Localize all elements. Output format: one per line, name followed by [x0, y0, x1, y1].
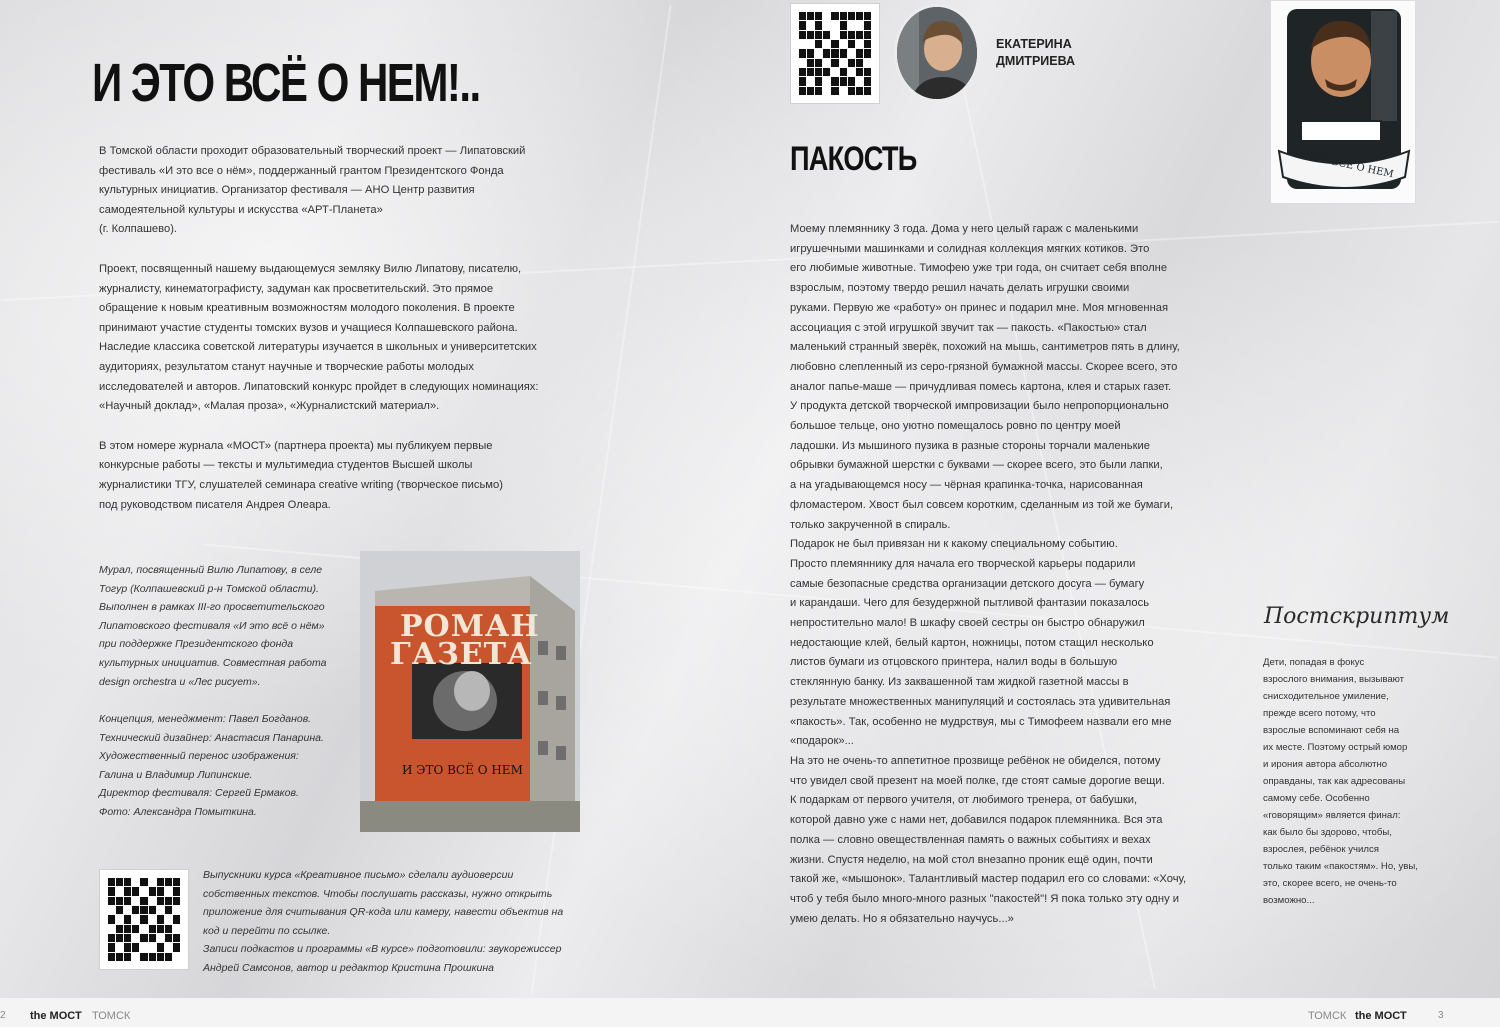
- mural-title-line1: РОМАН: [400, 609, 540, 644]
- qr-pattern: [108, 878, 180, 961]
- article-headline: И ЭТО ВСЁ О НЕМ!..: [92, 53, 480, 113]
- left-footer-brand: the МОСТ: [30, 1010, 82, 1022]
- left-page-number: 2: [0, 1010, 6, 1021]
- intro-paragraph-1: В Томской области проходит образовательный творческий проект — Липатовский фестиваль «И это все о нём», поддержанный грантом Президентского Фонда культурных инициатив. Организатор фестиваля — АНО Центр развития самодеятельной культуры и искусства «АРТ-Планета» (г. Колпашево).: [99, 145, 526, 236]
- postscript-title: Постскриптум: [1264, 604, 1450, 629]
- festival-badge: [1270, 0, 1416, 204]
- mural-illustration: [360, 551, 580, 832]
- qr-code-podcast[interactable]: [99, 869, 189, 970]
- badge-ribbon-text: И ЭТО ВСЁ О НЕМ: [1293, 148, 1395, 181]
- page-footer: [0, 998, 1500, 1027]
- author-last-name: ДМИТРИЕВА: [996, 54, 1076, 68]
- right-page-number: 3: [1438, 1010, 1444, 1021]
- author-first-name: ЕКАТЕРИНА: [996, 37, 1072, 51]
- mural-title-line2: ГАЗЕТА: [390, 637, 533, 672]
- mural-bottom-text: И ЭТО ВСЁ О НЕМ: [402, 763, 523, 777]
- author-avatar: [894, 4, 980, 102]
- right-footer-brand: the МОСТ: [1355, 1010, 1407, 1022]
- story-text: Моему племяннику 3 года. Дома у него целый гараж с маленькими игрушечными машинками и солидная коллекция мягких котиков. Это его любимые животные. Тимофею уже три года, он считает себя вполне взрослым, поэтому твердо решил начать делать игрушки своими руками. Первую же «работу» он принес и подарил мне. Моя мгновенная ассоциация с этой игрушкой звучит так — пакость. «Пакостью» стал маленький странный зверёк, похожий на мышь, сантиметров пять в длину, любовно слепленный из серо-грязной бумажной массы. Скорее всего, это аналог папье-маше — причудливая помесь картона, клея и старых газет. У продукта детской творческой импровизации было непропорционально большое тельце, оно уютно помещалось ровно по центру моей ладошки. Из мышиного пузика в разные стороны торчали маленькие обрывки бумажной шерстки с буквами — скорее всего, это были лапки, а на угадывающемся носу — чёрная крапинка-точка, нарисованная фломастером. Хвост был совсем коротким, сделанным из той же бумаги, только закрученной в спираль. Подарок не был привязан ни к какому специальному событию. Просто племяннику для начала его творческой карьеры подарили самые безопасные средства организации детского досуга — бумагу и карандаши. Чего для безудержной пытливой фантазии показалось непростительно мало! В шкафу своей сестры он быстро обнаружил недостающие клей, белый картон, ножницы, потом стащил несколько листов бумаги из отцовского принтера, налил воды в большую стеклянную банку. Из заквашенной там жидкой газетной массы в результате множественных манипуляций и состоялась эта удивительная «пакость». Так, особенно не мудрствуя, мы с Тимофеем назвали его мне «подарок»... На это не очень-то аппетитное прозвище ребёнок не обиделся, потому что увидел свой презент на моей полке, где стоят самые дорогие вещи. К подаркам от первого учителя, от любимого тренера, от бабушки, которой давно уже с нами нет, добавился подарок племянника. Вся эта полка — словно овеществленная память о важных событиях и вехах жизни. Спустя неделю, на мой стол внезапно проник ещё один, почти такой же, «мышонок». Талантливый мастер подарил его со словами: «Хочу, чтоб у тебя было много-много разных "пакостей"! Я пока только эту одну и умею делать. Но я обязательно научусь...»: [790, 223, 1187, 925]
- postscript-text: Дети, попадая в фокус взрослого внимания, вызывают снисходительное умиление, прежде всего потому, что взрослые вспоминают себя на их месте. Поэтому острый юмор и ирония автора абсолютно оправданы, так как адресованы самому себе. Особенно «говорящим» является финал: как было бы здорово, чтобы, взрослея, ребёнок учился только таким «пакостям». Но, увы, это, скорее всего, не очень-то возможно...: [1263, 657, 1418, 906]
- right-footer-city: ТОМСК: [1308, 1010, 1347, 1022]
- mural-credits: Концепция, менеджмент: Павел Богданов. Технический дизайнер: Анастасия Панарина. Художественный перенос изображения: Галина и Владимир Липинские. Директор фестиваля: Сергей Ермаков. Фото: Александра Помыткина.: [99, 713, 324, 818]
- intro-paragraph-2: Проект, посвященный нашему выдающемуся земляку Вилю Липатову, писателю, журналисту, кинематографисту, задуман как просветительский. Это прямое обращение к новым креативным возможностям молодого поколения. В проекте принимают участие студенты томских вузов и учащиеся Колпашевского района. Наследие классика советской литературы изучается в школьных и университетских аудиториях, результатом станут научные и творческие работы молодых исследователей и авторов. Липатовский конкурс пройдет в следующих номинациях: «Научный доклад», «Малая проза», «Журналистский материал».: [99, 262, 539, 413]
- left-footer-city: ТОМСК: [92, 1010, 131, 1022]
- qr-note: Выпускники курса «Креативное письмо» сделали аудиоверсии собственных текстов. Чтобы послушать рассказы, нужно открыть приложение для считывания QR-кода или камеру, навести объектив на код и перейти по ссылке. Записи подкастов и программы «В курсе» подготовили: звукорежиссер Андрей Самсонов, автор и редактор Кристина Прошкина: [203, 869, 564, 974]
- author-name: [996, 36, 1075, 70]
- intro-text: [99, 142, 599, 535]
- mural-photo: [360, 551, 580, 832]
- qr-code-story[interactable]: [790, 3, 880, 104]
- qr-pattern: [799, 12, 871, 95]
- mural-caption: Мурал, посвященный Вилю Липатову, в селе Тогур (Колпашевский р-н Томской области). Выполнен в рамках III-го просветительского Липатовского фестиваля «И это всё о нём» при поддержке Президентского фонда культурных инициатив. Совместная работа design orchestra и «Лес рисует».: [99, 564, 327, 688]
- intro-paragraph-3: В этом номере журнала «МОСТ» (партнера проекта) мы публикуем первые конкурсные работы — тексты и мультимедиа студентов Высшей школы журналистики ТГУ, слушателей семинара creative writing (творческое письмо) под руководством писателя Андрея Олеара.: [99, 439, 503, 511]
- story-title: ПАКОСТЬ: [790, 140, 917, 178]
- author-portrait: [897, 7, 980, 102]
